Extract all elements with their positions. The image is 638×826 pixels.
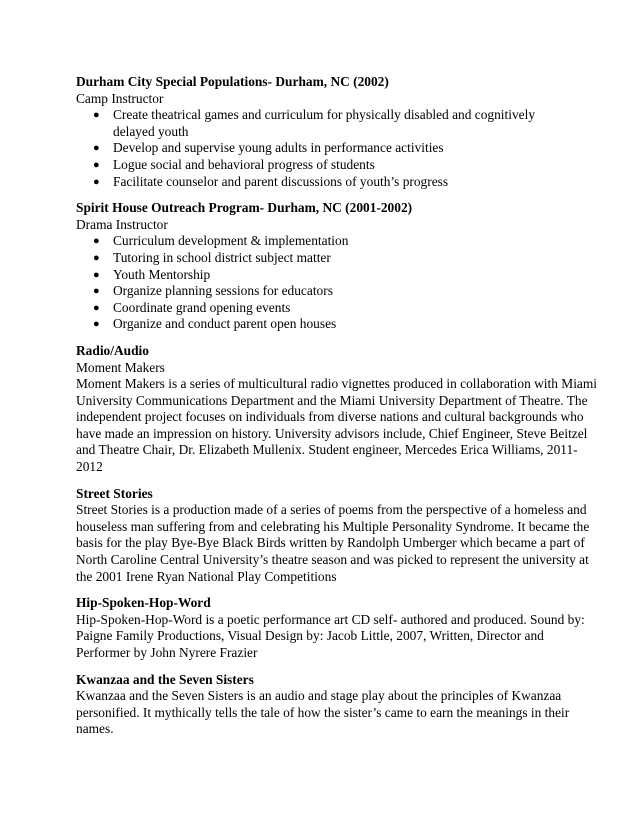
section-kwanzaa	[76, 672, 570, 738]
bullet-icon: ●	[93, 285, 100, 298]
list-item: ● Develop and supervise young adults in performance activities	[93, 140, 444, 156]
text-line: Paigne Family Productions, Visual Design by: Jacob Little, 2007, Written, Director and	[76, 628, 544, 644]
bullet-icon: ●	[93, 142, 100, 155]
resume-content	[76, 74, 597, 748]
section-paragraph	[76, 376, 597, 476]
section-role: Drama Instructor	[76, 216, 168, 232]
text-line: Hip-Spoken-Hop-Word is a poetic performance art CD self- authored and produced. Sound by:	[76, 611, 585, 627]
text-line: Performer by John Nyrere Frazier	[76, 645, 258, 660]
section-radio-audio	[76, 342, 597, 476]
bullet-icon: ●	[93, 251, 100, 264]
section-role: Camp Instructor	[76, 90, 164, 106]
bullet-icon: ●	[93, 109, 100, 122]
text-line: have made an impression on history. University advisors include, Chief Engineer, Steve Beitzel	[76, 425, 588, 441]
text-line: the 2001 Irene Ryan National Play Competitions	[76, 568, 337, 584]
section-heading: Street Stories	[76, 485, 153, 501]
section-heading: Durham City Special Populations- Durham, NC (2002)	[76, 74, 389, 89]
section-paragraph	[76, 611, 585, 662]
section-heading: Radio/Audio	[76, 342, 149, 358]
section-heading: Kwanzaa and the Seven Sisters	[76, 671, 254, 687]
text-line: names.	[76, 721, 114, 737]
bullet-icon: ●	[93, 301, 100, 314]
text-line: basis for the play Bye-Bye Black Birds written by Randolph Umberger which became a part of	[76, 535, 585, 551]
text-line: personified. It mythically tells the tale of how the sister’s came to earn the meanings in their	[76, 704, 570, 720]
text-line: houseless man suffering from and celebrating his Multiple Personality Syndrome. It became the	[76, 518, 590, 534]
section-durham-city	[76, 74, 570, 190]
list-item: ● Curriculum development & implementation	[93, 233, 349, 249]
text-line: independent project focuses on individuals from diverse nations and cultural backgrounds who	[76, 409, 584, 425]
section-paragraph	[76, 502, 590, 585]
section-heading: Spirit House Outreach Program- Durham, NC (2001-2002)	[76, 200, 413, 216]
bullet-icon: ●	[93, 235, 100, 248]
section-spirit-house	[76, 200, 570, 333]
text-line: Moment Makers is a series of multicultural radio vignettes produced in collaboration with Miami	[76, 376, 597, 392]
bullet-icon: ●	[93, 175, 100, 188]
text-line: 2012	[76, 459, 103, 475]
list-item: ● Tutoring in school district subject matter	[93, 249, 331, 265]
list-item: ● Organize planning sessions for educators	[93, 283, 333, 299]
list-item: ● Organize and conduct parent open houses	[93, 316, 337, 332]
section-hip-spoken-hop-word	[76, 595, 585, 661]
section-street-stories	[76, 485, 590, 586]
section-paragraph	[76, 688, 570, 738]
bullet-list	[76, 107, 570, 190]
bullet-icon: ●	[93, 268, 100, 281]
bullet-icon: ●	[93, 158, 100, 171]
text-line: North Caroline Central University’s theatre season and was picked to represent the university at	[76, 552, 589, 568]
text-line: University Communications Department and the Miami University Department of Theatre. The	[76, 392, 588, 408]
section-heading: Hip-Spoken-Hop-Word	[76, 595, 211, 611]
list-item: ● Facilitate counselor and parent discussions of youth’s progress	[93, 173, 449, 189]
list-item: ● Logue social and behavioral progress of students	[93, 156, 375, 172]
text-line: Street Stories is a production made of a series of poems from the perspective of a homeless and	[76, 502, 587, 518]
bullet-list	[76, 233, 570, 333]
list-item: ● Create theatrical games and curriculum for physically disabled and cognitively delayed youth	[93, 107, 536, 139]
list-item: ● Coordinate grand opening events	[93, 299, 291, 315]
text-line: Kwanzaa and the Seven Sisters is an audio and stage play about the principles of Kwanzaa	[76, 688, 562, 704]
text-line: and Theatre Chair, Dr. Elizabeth Mullenix. Student engineer, Mercedes Erica Williams, 2011-	[76, 442, 578, 458]
section-subtitle: Moment Makers	[76, 359, 165, 375]
list-item: ● Youth Mentorship	[93, 266, 211, 282]
bullet-icon: ●	[93, 318, 100, 331]
